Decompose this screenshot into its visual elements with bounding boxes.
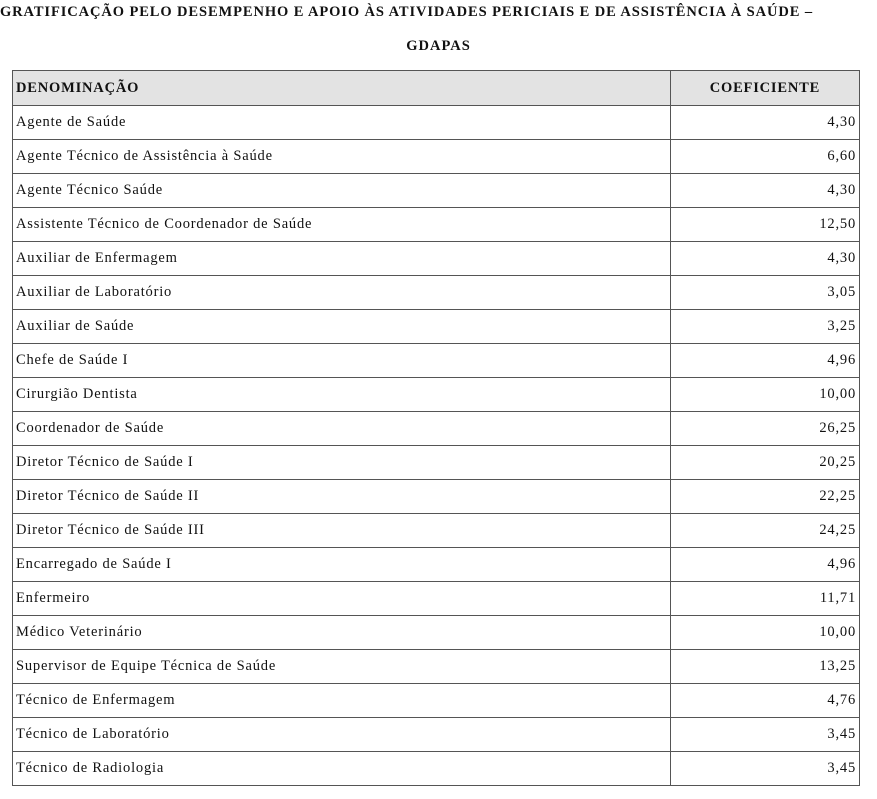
row-coefficient: 3,45 bbox=[670, 752, 859, 786]
row-name: Agente de Saúde bbox=[13, 106, 671, 140]
row-name: Chefe de Saúde I bbox=[13, 344, 671, 378]
header-denominacao: DENOMINAÇÃO bbox=[13, 71, 671, 106]
row-name: Coordenador de Saúde bbox=[13, 412, 671, 446]
table-row bbox=[13, 412, 860, 446]
row-coefficient: 11,71 bbox=[670, 582, 859, 616]
table-row bbox=[13, 446, 860, 480]
row-coefficient: 10,00 bbox=[670, 378, 859, 412]
table-row bbox=[13, 684, 860, 718]
table-body bbox=[13, 106, 860, 786]
row-name: Médico Veterinário bbox=[13, 616, 671, 650]
row-coefficient: 10,00 bbox=[670, 616, 859, 650]
table-header-row bbox=[13, 71, 860, 106]
row-name: Supervisor de Equipe Técnica de Saúde bbox=[13, 650, 671, 684]
row-coefficient: 20,25 bbox=[670, 446, 859, 480]
table-row bbox=[13, 514, 860, 548]
row-name: Encarregado de Saúde I bbox=[13, 548, 671, 582]
table-row bbox=[13, 208, 860, 242]
table-row bbox=[13, 242, 860, 276]
row-name: Técnico de Laboratório bbox=[13, 718, 671, 752]
row-coefficient: 24,25 bbox=[670, 514, 859, 548]
table-row bbox=[13, 344, 860, 378]
table-row bbox=[13, 276, 860, 310]
table-row bbox=[13, 650, 860, 684]
row-name: Auxiliar de Enfermagem bbox=[13, 242, 671, 276]
table-row bbox=[13, 548, 860, 582]
row-name: Auxiliar de Laboratório bbox=[13, 276, 671, 310]
row-name: Auxiliar de Saúde bbox=[13, 310, 671, 344]
header-coeficiente: COEFICIENTE bbox=[670, 71, 859, 106]
row-coefficient: 12,50 bbox=[670, 208, 859, 242]
row-name: Diretor Técnico de Saúde II bbox=[13, 480, 671, 514]
table-row bbox=[13, 582, 860, 616]
row-coefficient: 4,96 bbox=[670, 548, 859, 582]
row-coefficient: 4,76 bbox=[670, 684, 859, 718]
page-title: GRATIFICAÇÃO PELO DESEMPENHO E APOIO ÀS ATIVIDADES PERICIAIS E DE ASSISTÊNCIA À SAÚDE – bbox=[0, 4, 813, 20]
row-coefficient: 4,30 bbox=[670, 106, 859, 140]
table-row bbox=[13, 174, 860, 208]
row-coefficient: 3,25 bbox=[670, 310, 859, 344]
row-coefficient: 26,25 bbox=[670, 412, 859, 446]
row-name: Agente Técnico Saúde bbox=[13, 174, 671, 208]
table-header bbox=[13, 71, 860, 106]
row-coefficient: 4,30 bbox=[670, 174, 859, 208]
row-name: Diretor Técnico de Saúde I bbox=[13, 446, 671, 480]
table-row bbox=[13, 310, 860, 344]
row-coefficient: 3,05 bbox=[670, 276, 859, 310]
row-name: Agente Técnico de Assistência à Saúde bbox=[13, 140, 671, 174]
row-name: Técnico de Enfermagem bbox=[13, 684, 671, 718]
page-subtitle: GDAPAS bbox=[406, 38, 471, 54]
table-row bbox=[13, 106, 860, 140]
row-coefficient: 22,25 bbox=[670, 480, 859, 514]
row-coefficient: 3,45 bbox=[670, 718, 859, 752]
coefficient-table bbox=[12, 70, 860, 786]
row-name: Assistente Técnico de Coordenador de Saúde bbox=[13, 208, 671, 242]
row-coefficient: 13,25 bbox=[670, 650, 859, 684]
table-row bbox=[13, 616, 860, 650]
row-name: Diretor Técnico de Saúde III bbox=[13, 514, 671, 548]
row-coefficient: 6,60 bbox=[670, 140, 859, 174]
row-name: Técnico de Radiologia bbox=[13, 752, 671, 786]
row-coefficient: 4,96 bbox=[670, 344, 859, 378]
table-row bbox=[13, 378, 860, 412]
table-row bbox=[13, 480, 860, 514]
row-coefficient: 4,30 bbox=[670, 242, 859, 276]
table-row bbox=[13, 140, 860, 174]
table-row bbox=[13, 752, 860, 786]
table-row bbox=[13, 718, 860, 752]
row-name: Enfermeiro bbox=[13, 582, 671, 616]
row-name: Cirurgião Dentista bbox=[13, 378, 671, 412]
